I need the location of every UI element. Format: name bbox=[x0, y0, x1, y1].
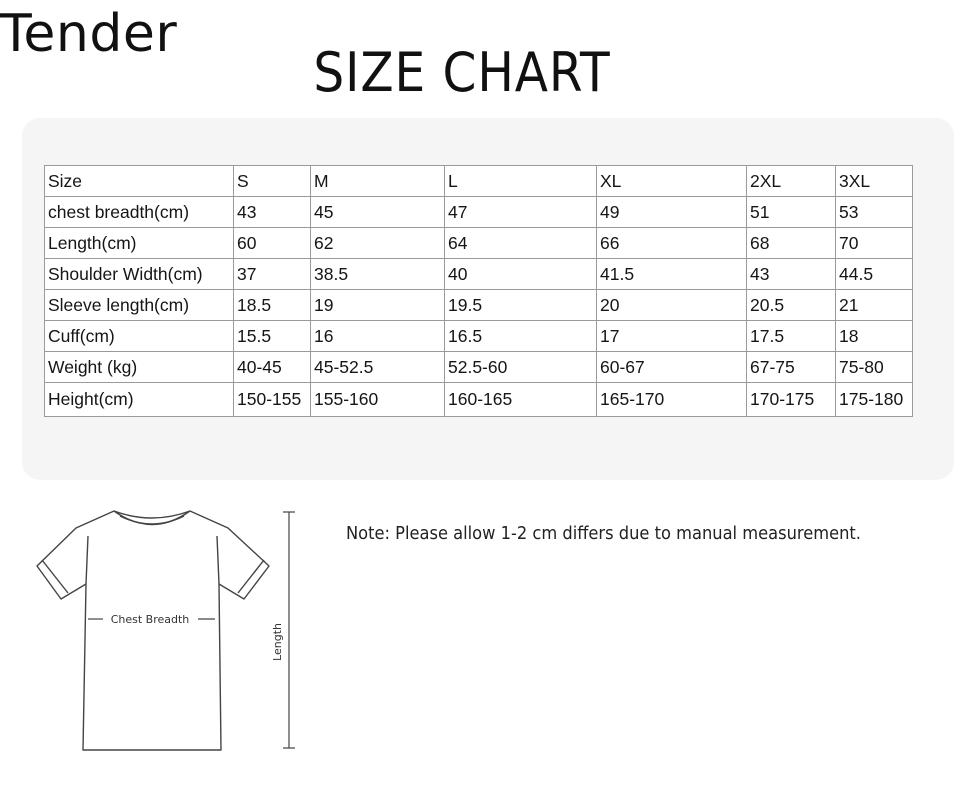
table-cell: 165-170 bbox=[597, 383, 747, 417]
table-cell: 19 bbox=[311, 290, 445, 321]
table-cell: 170-175 bbox=[747, 383, 836, 417]
chest-breadth-label: Chest Breadth bbox=[110, 613, 190, 626]
table-cell: 53 bbox=[836, 197, 913, 228]
table-row bbox=[45, 197, 913, 228]
table-cell: 21 bbox=[836, 290, 913, 321]
table-cell: 16.5 bbox=[445, 321, 597, 352]
table-cell: 62 bbox=[311, 228, 445, 259]
table-cell: 17 bbox=[597, 321, 747, 352]
header-cell: 3XL bbox=[836, 166, 913, 197]
tshirt-right-seam-icon bbox=[217, 536, 219, 584]
table-cell: 40-45 bbox=[234, 352, 311, 383]
table-cell: 64 bbox=[445, 228, 597, 259]
table-cell: 43 bbox=[234, 197, 311, 228]
table-cell: 37 bbox=[234, 259, 311, 290]
row-label: chest breadth(cm) bbox=[45, 197, 234, 228]
table-cell: 45 bbox=[311, 197, 445, 228]
table-cell: 20.5 bbox=[747, 290, 836, 321]
table-row bbox=[45, 352, 913, 383]
table-row bbox=[45, 228, 913, 259]
tshirt-left-cuff-icon bbox=[42, 560, 68, 593]
table-cell: 43 bbox=[747, 259, 836, 290]
table-cell: 70 bbox=[836, 228, 913, 259]
table-cell: 49 bbox=[597, 197, 747, 228]
page-title: SIZE CHART bbox=[313, 41, 611, 104]
row-label: Weight (kg) bbox=[45, 352, 234, 383]
length-label: Length bbox=[271, 623, 284, 661]
table-cell: 47 bbox=[445, 197, 597, 228]
table-cell: 18.5 bbox=[234, 290, 311, 321]
table-cell: 45-52.5 bbox=[311, 352, 445, 383]
row-label: Shoulder Width(cm) bbox=[45, 259, 234, 290]
table-cell: 16 bbox=[311, 321, 445, 352]
table-cell: 18 bbox=[836, 321, 913, 352]
table-cell: 38.5 bbox=[311, 259, 445, 290]
header-cell: S bbox=[234, 166, 311, 197]
table-cell: 155-160 bbox=[311, 383, 445, 417]
brand-name: Tender bbox=[0, 4, 178, 64]
table-row bbox=[45, 383, 913, 417]
table-cell: 52.5-60 bbox=[445, 352, 597, 383]
table-cell: 20 bbox=[597, 290, 747, 321]
table-cell: 60 bbox=[234, 228, 311, 259]
table-cell: 40 bbox=[445, 259, 597, 290]
table-cell: 51 bbox=[747, 197, 836, 228]
table-cell: 160-165 bbox=[445, 383, 597, 417]
tshirt-left-seam-icon bbox=[86, 536, 88, 584]
tshirt-diagram bbox=[30, 500, 310, 762]
table-cell: 75-80 bbox=[836, 352, 913, 383]
header-cell: 2XL bbox=[747, 166, 836, 197]
row-label: Sleeve length(cm) bbox=[45, 290, 234, 321]
tshirt-collar-inner-icon bbox=[120, 516, 184, 524]
table-cell: 15.5 bbox=[234, 321, 311, 352]
table-cell: 17.5 bbox=[747, 321, 836, 352]
table-row bbox=[45, 290, 913, 321]
header-cell: M bbox=[311, 166, 445, 197]
table-cell: 150-155 bbox=[234, 383, 311, 417]
table-cell: 44.5 bbox=[836, 259, 913, 290]
table-cell: 66 bbox=[597, 228, 747, 259]
table-cell: 67-75 bbox=[747, 352, 836, 383]
row-label: Cuff(cm) bbox=[45, 321, 234, 352]
header-cell: Size bbox=[45, 166, 234, 197]
table-cell: 68 bbox=[747, 228, 836, 259]
header-cell: XL bbox=[597, 166, 747, 197]
table-row bbox=[45, 321, 913, 352]
table-cell: 19.5 bbox=[445, 290, 597, 321]
header-cell: L bbox=[445, 166, 597, 197]
table-row bbox=[45, 259, 913, 290]
table-cell: 60-67 bbox=[597, 352, 747, 383]
row-label: Length(cm) bbox=[45, 228, 234, 259]
row-label: Height(cm) bbox=[45, 383, 234, 417]
table-cell: 175-180 bbox=[836, 383, 913, 417]
measurement-note: Note: Please allow 1-2 cm differs due to manual measurement. bbox=[346, 524, 861, 544]
size-table bbox=[44, 165, 913, 417]
tshirt-right-cuff-icon bbox=[238, 560, 264, 593]
table-header-row bbox=[45, 166, 913, 197]
table-cell: 41.5 bbox=[597, 259, 747, 290]
tshirt-outline-icon bbox=[37, 511, 269, 750]
